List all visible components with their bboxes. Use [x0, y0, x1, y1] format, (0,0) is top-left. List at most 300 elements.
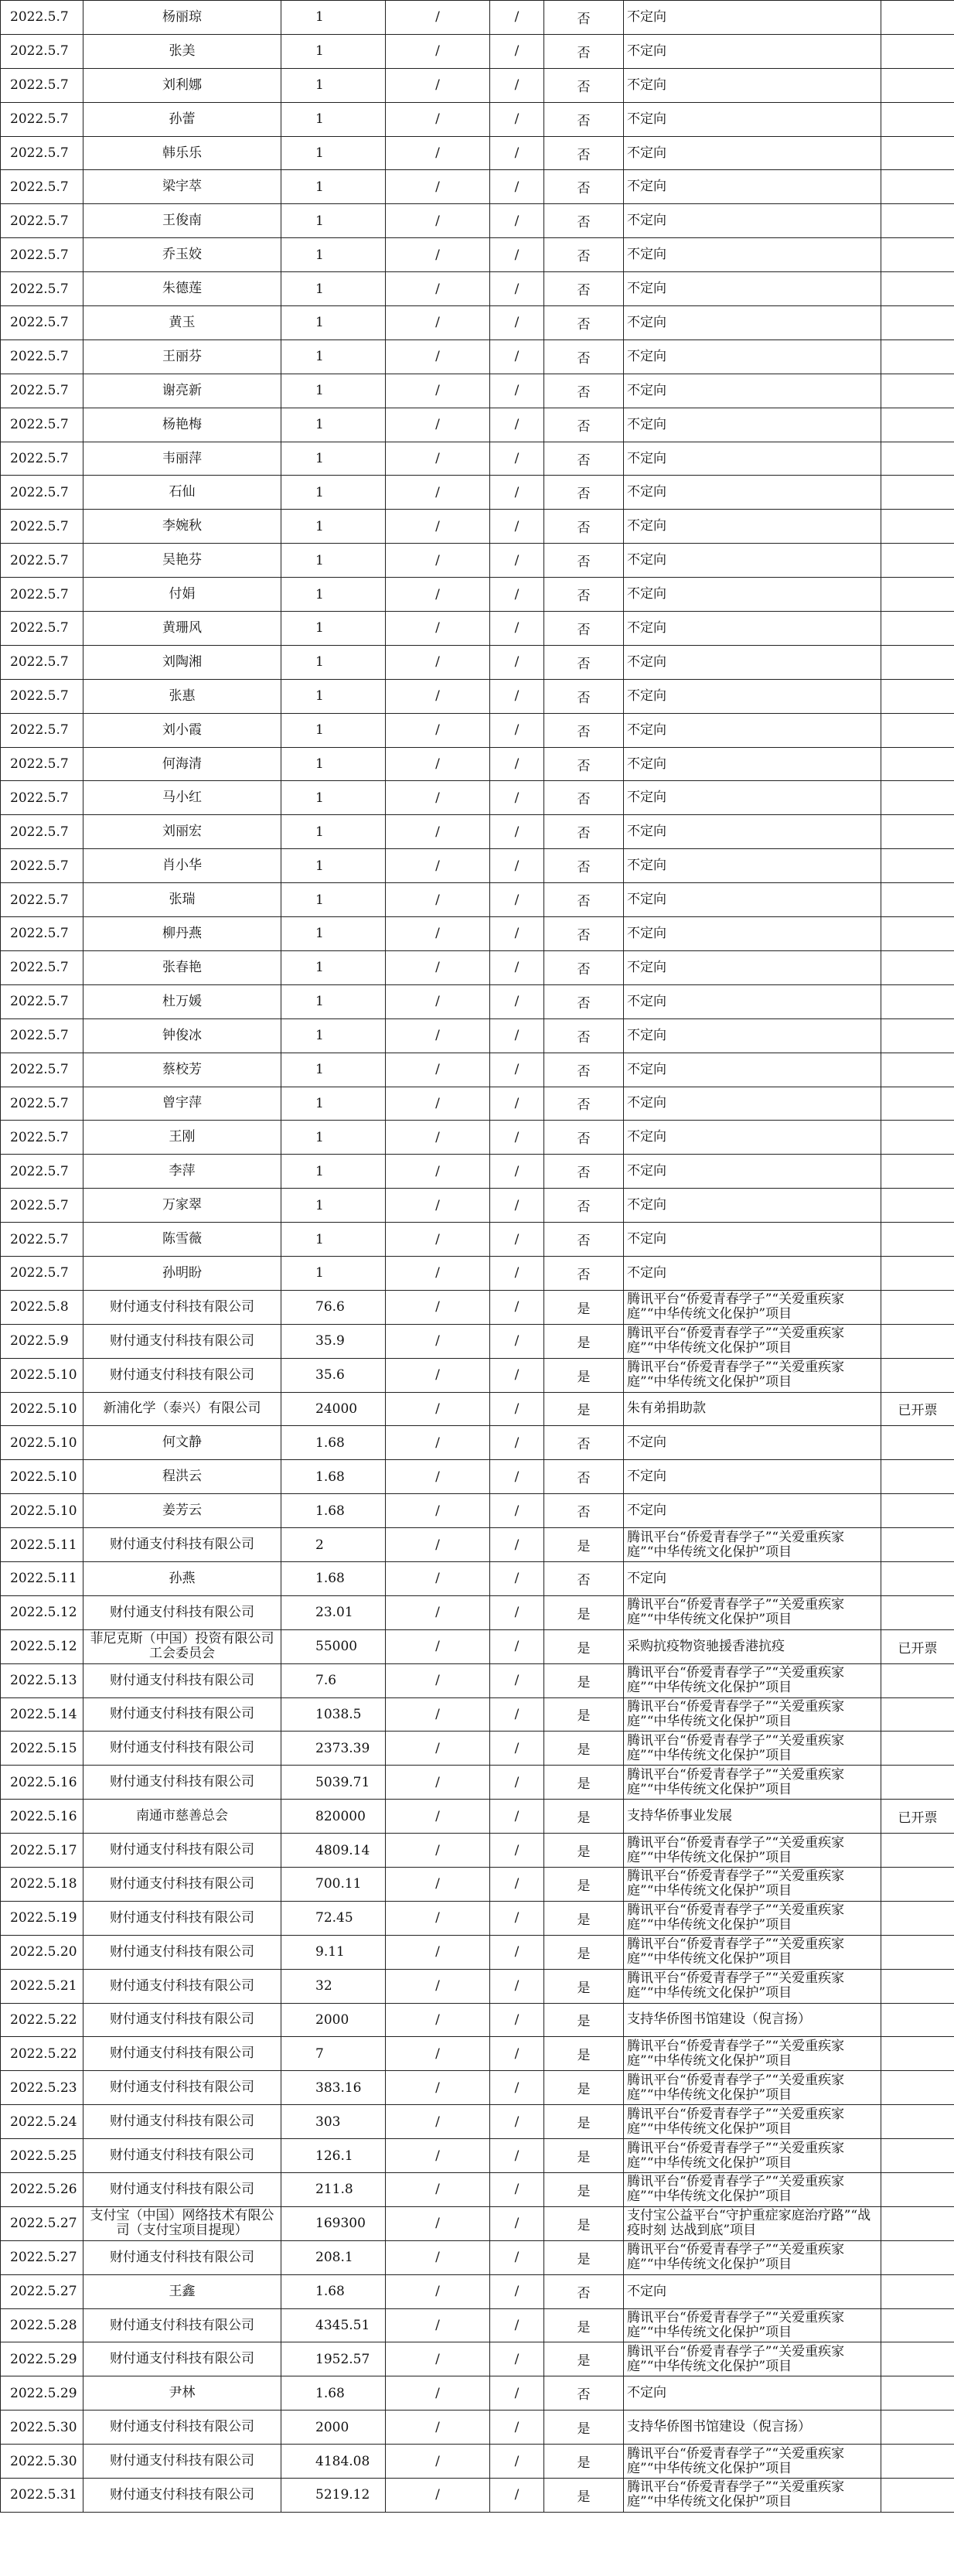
donor-name	[83, 781, 281, 815]
placeholder-cell-text: /	[435, 2487, 440, 2503]
directed-flag-text: 否	[577, 452, 591, 469]
placeholder-cell-text: /	[514, 451, 520, 467]
directed-flag-text: 是	[577, 1539, 591, 1555]
donation-date	[1, 781, 83, 815]
invoice-status	[881, 2206, 954, 2240]
donor-name	[83, 1324, 281, 1358]
placeholder-cell-text: /	[435, 349, 440, 365]
donation-date-text: 2022.5.7	[10, 1129, 69, 1145]
invoice-status	[881, 1494, 954, 1528]
placeholder-cell	[386, 950, 490, 984]
donation-purpose	[624, 1, 881, 35]
donation-date	[1, 2105, 83, 2139]
donation-purpose	[624, 272, 881, 306]
donation-amount	[281, 1969, 386, 2003]
donation-purpose	[624, 883, 881, 917]
donation-amount-text: 1	[315, 1265, 324, 1281]
donation-date-text: 2022.5.27	[10, 2284, 77, 2300]
donor-name	[83, 1800, 281, 1834]
donor-name	[83, 1155, 281, 1189]
donation-purpose	[624, 1494, 881, 1528]
placeholder-cell	[386, 102, 490, 136]
placeholder-cell	[490, 34, 544, 68]
donor-name-text: 杜万媛	[162, 993, 202, 1009]
invoice-status	[881, 442, 954, 476]
table-row	[1, 1935, 954, 1969]
donation-purpose	[624, 1663, 881, 1697]
directed-flag-text: 是	[577, 2082, 591, 2098]
donor-name-text: 财付通支付科技有限公司	[110, 2486, 254, 2503]
invoice-status	[881, 1935, 954, 1969]
donation-amount	[281, 1460, 386, 1494]
donor-name	[83, 713, 281, 747]
table-row	[1, 2206, 954, 2240]
donation-date	[1, 2139, 83, 2173]
donation-amount	[281, 1561, 386, 1595]
placeholder-cell-text: /	[435, 417, 440, 433]
table-row	[1, 2240, 954, 2274]
placeholder-cell-text: /	[514, 2011, 520, 2028]
directed-flag-text: 是	[577, 1912, 591, 1928]
donation-purpose	[624, 1629, 881, 1663]
donation-amount	[281, 645, 386, 679]
donation-purpose	[624, 238, 881, 272]
donation-date	[1, 1053, 83, 1087]
donation-date	[1, 339, 83, 374]
donor-name	[83, 510, 281, 544]
invoice-status	[881, 1121, 954, 1155]
table-row	[1, 1121, 954, 1155]
directed-flag	[544, 713, 624, 747]
directed-flag-text: 否	[577, 79, 591, 95]
placeholder-cell	[490, 2240, 544, 2274]
invoice-status	[881, 68, 954, 102]
placeholder-cell	[386, 1, 490, 35]
directed-flag-text: 是	[577, 1640, 591, 1656]
placeholder-cell	[490, 2071, 544, 2105]
placeholder-cell	[490, 1324, 544, 1358]
placeholder-cell-text: /	[514, 1197, 520, 1213]
donor-name	[83, 2206, 281, 2240]
placeholder-cell-text: /	[435, 179, 440, 195]
placeholder-cell-text: /	[514, 213, 520, 229]
placeholder-cell	[490, 1935, 544, 1969]
directed-flag-text: 否	[577, 758, 591, 774]
placeholder-cell	[490, 1697, 544, 1732]
donation-purpose-text: 不定向	[627, 416, 666, 432]
donation-purpose-text: 腾讯平台“侨爱青春学子”“关爱重疾家庭”“中华传统文化保护”项目	[627, 2174, 845, 2205]
placeholder-cell-text: /	[435, 1299, 440, 1315]
donation-purpose	[624, 1901, 881, 1935]
donation-amount	[281, 1256, 386, 1290]
placeholder-cell-text: /	[514, 1401, 520, 1417]
donation-date-text: 2022.5.7	[10, 281, 69, 297]
donor-name-text: 陈雪薇	[162, 1231, 202, 1247]
invoice-status	[881, 2479, 954, 2513]
invoice-status	[881, 306, 954, 340]
donor-name-text: 财付通支付科技有限公司	[110, 2181, 254, 2197]
directed-flag	[544, 645, 624, 679]
directed-flag	[544, 1561, 624, 1595]
directed-flag-text: 否	[577, 1572, 591, 1588]
placeholder-cell-text: /	[435, 247, 440, 263]
directed-flag-text: 否	[577, 418, 591, 435]
placeholder-cell-text: /	[514, 77, 520, 94]
directed-flag-text: 是	[577, 2319, 591, 2335]
directed-flag-text: 否	[577, 350, 591, 367]
directed-flag-text: 否	[577, 2285, 591, 2301]
donation-table-body	[1, 1, 954, 2513]
donation-date	[1, 1663, 83, 1697]
donor-name-text: 乔玉姣	[162, 247, 202, 263]
placeholder-cell	[386, 781, 490, 815]
placeholder-cell-text: /	[435, 994, 440, 1010]
table-row	[1, 1969, 954, 2003]
donation-purpose	[624, 1290, 881, 1324]
donation-purpose	[624, 2376, 881, 2411]
invoice-status	[881, 1697, 954, 1732]
placeholder-cell	[490, 306, 544, 340]
directed-flag-text: 否	[577, 215, 591, 231]
donor-name-text: 孙明盼	[162, 1264, 202, 1281]
placeholder-cell	[386, 578, 490, 612]
directed-flag	[544, 1460, 624, 1494]
invoice-status	[881, 170, 954, 204]
placeholder-cell-text: /	[435, 1197, 440, 1213]
placeholder-cell-text: /	[514, 1673, 520, 1689]
placeholder-cell	[386, 883, 490, 917]
placeholder-cell	[490, 1834, 544, 1868]
table-row	[1, 170, 954, 204]
donation-purpose	[624, 2037, 881, 2071]
donation-purpose-text: 不定向	[627, 2283, 666, 2299]
donation-amount	[281, 1766, 386, 1800]
donation-amount	[281, 272, 386, 306]
donation-amount	[281, 1053, 386, 1087]
donor-name	[83, 170, 281, 204]
donation-purpose	[624, 950, 881, 984]
placeholder-cell-text: /	[514, 9, 520, 26]
donor-name	[83, 2445, 281, 2479]
donor-name	[83, 68, 281, 102]
donation-purpose-text: 腾讯平台“侨爱青春学子”“关爱重疾家庭”“中华传统文化保护”项目	[627, 2038, 845, 2069]
table-row	[1, 849, 954, 883]
directed-flag	[544, 1766, 624, 1800]
placeholder-cell-text: /	[514, 552, 520, 568]
donation-amount-text: 2000	[315, 2011, 349, 2028]
directed-flag-text: 是	[577, 1335, 591, 1351]
donor-name-text: 财付通支付科技有限公司	[110, 2114, 254, 2130]
invoice-status	[881, 1834, 954, 1868]
table-row	[1, 1629, 954, 1663]
placeholder-cell	[490, 883, 544, 917]
directed-flag-text: 否	[577, 1437, 591, 1453]
donation-purpose	[624, 1697, 881, 1732]
donation-date-text: 2022.5.29	[10, 2385, 77, 2401]
donation-date	[1, 984, 83, 1018]
donation-purpose-text: 不定向	[627, 688, 666, 704]
placeholder-cell	[490, 68, 544, 102]
table-row	[1, 679, 954, 713]
donation-amount-text: 1	[315, 620, 324, 636]
donation-purpose	[624, 2139, 881, 2173]
donor-name-text: 财付通支付科技有限公司	[110, 1740, 254, 1756]
placeholder-cell	[386, 2003, 490, 2037]
donor-name-text: 肖小华	[162, 858, 202, 874]
placeholder-cell	[490, 238, 544, 272]
donor-name	[83, 1935, 281, 1969]
placeholder-cell	[490, 1426, 544, 1460]
donation-amount	[281, 1834, 386, 1868]
placeholder-cell	[490, 170, 544, 204]
donation-date-text: 2022.5.23	[10, 2080, 77, 2096]
donor-name	[83, 1053, 281, 1087]
donor-name-text: 姜芳云	[162, 1503, 202, 1519]
donation-date	[1, 102, 83, 136]
invoice-status	[881, 1561, 954, 1595]
placeholder-cell-text: /	[514, 1842, 520, 1858]
donation-purpose-text: 不定向	[627, 1129, 666, 1145]
donor-name	[83, 374, 281, 408]
donation-amount-text: 5219.12	[315, 2487, 370, 2503]
donation-date	[1, 1867, 83, 1901]
donation-date	[1, 238, 83, 272]
donation-purpose	[624, 1358, 881, 1392]
placeholder-cell	[386, 747, 490, 781]
table-row	[1, 442, 954, 476]
donor-name-text: 刘陶湘	[162, 653, 202, 670]
donation-date-text: 2022.5.20	[10, 1944, 77, 1960]
placeholder-cell-text: /	[514, 2045, 520, 2062]
placeholder-cell-text: /	[514, 145, 520, 161]
directed-flag	[544, 1155, 624, 1189]
donor-name-text: 刘小霞	[162, 722, 202, 738]
donor-name-text: 何文静	[162, 1435, 202, 1451]
donation-amount	[281, 510, 386, 544]
donor-name-text: 支付宝（中国）网络技术有限公司（支付宝项目提现）	[90, 2208, 274, 2239]
invoice-status	[881, 34, 954, 68]
donation-date-text: 2022.5.7	[10, 1062, 69, 1078]
placeholder-cell	[490, 1392, 544, 1426]
donation-amount-text: 1	[315, 1062, 324, 1078]
placeholder-cell-text: /	[514, 484, 520, 500]
invoice-status	[881, 917, 954, 951]
directed-flag-text: 是	[577, 2014, 591, 2030]
donation-purpose	[624, 374, 881, 408]
invoice-status	[881, 2445, 954, 2479]
donation-amount-text: 7.6	[315, 1673, 337, 1689]
placeholder-cell	[386, 1800, 490, 1834]
donor-name	[83, 1460, 281, 1494]
donation-date-text: 2022.5.7	[10, 315, 69, 331]
placeholder-cell-text: /	[514, 1299, 520, 1315]
placeholder-cell-text: /	[435, 960, 440, 976]
donation-date	[1, 2479, 83, 2513]
donor-name-text: 吴艳芬	[162, 552, 202, 568]
placeholder-cell-text: /	[514, 2148, 520, 2164]
donation-purpose-text: 腾讯平台“侨爱青春学子”“关爱重疾家庭”“中华传统文化保护”项目	[627, 2479, 845, 2510]
donation-purpose	[624, 2308, 881, 2342]
placeholder-cell	[490, 578, 544, 612]
donation-date	[1, 578, 83, 612]
invoice-status	[881, 1324, 954, 1358]
donation-amount-text: 4345.51	[315, 2318, 370, 2333]
invoice-status	[881, 950, 954, 984]
donation-date-text: 2022.5.7	[10, 145, 69, 161]
donor-name	[83, 306, 281, 340]
donation-amount-text: 1	[315, 1231, 324, 1247]
donation-date-text: 2022.5.27	[10, 2250, 77, 2266]
donation-purpose	[624, 442, 881, 476]
donation-purpose-text: 腾讯平台“侨爱青春学子”“关爱重疾家庭”“中华传统文化保护”项目	[627, 1868, 845, 1899]
donation-amount	[281, 238, 386, 272]
table-row	[1, 1494, 954, 1528]
invoice-status	[881, 476, 954, 510]
donation-amount	[281, 1494, 386, 1528]
placeholder-cell-text: /	[435, 2045, 440, 2062]
directed-flag-text: 否	[577, 656, 591, 672]
placeholder-cell	[490, 2037, 544, 2071]
donation-amount	[281, 2274, 386, 2308]
placeholder-cell	[386, 1867, 490, 1901]
directed-flag-text: 否	[577, 1199, 591, 1216]
placeholder-cell-text: /	[435, 1028, 440, 1044]
invoice-status	[881, 2308, 954, 2342]
directed-flag	[544, 136, 624, 170]
placeholder-cell	[490, 2206, 544, 2240]
donation-date	[1, 2071, 83, 2105]
donation-amount	[281, 2105, 386, 2139]
placeholder-cell	[490, 102, 544, 136]
table-row	[1, 68, 954, 102]
table-row	[1, 578, 954, 612]
placeholder-cell	[490, 1494, 544, 1528]
directed-flag-text: 是	[577, 1844, 591, 1861]
donation-purpose	[624, 1561, 881, 1595]
table-row	[1, 306, 954, 340]
placeholder-cell	[386, 1087, 490, 1121]
donation-amount-text: 303	[315, 2114, 341, 2130]
donation-amount	[281, 1223, 386, 1257]
placeholder-cell-text: /	[435, 213, 440, 229]
donation-purpose-text: 不定向	[627, 756, 666, 772]
donor-name-text: 张春艳	[162, 959, 202, 975]
placeholder-cell-text: /	[435, 1740, 440, 1756]
directed-flag	[544, 2308, 624, 2342]
donation-date	[1, 2003, 83, 2037]
donation-date	[1, 815, 83, 849]
placeholder-cell	[386, 2105, 490, 2139]
directed-flag	[544, 679, 624, 713]
donation-amount-text: 5039.71	[315, 1774, 370, 1790]
donation-amount	[281, 1358, 386, 1392]
donation-purpose-text: 不定向	[627, 1197, 666, 1213]
donation-amount-text: 72.45	[315, 1910, 353, 1926]
donation-purpose-text: 不定向	[627, 1570, 666, 1586]
directed-flag-text: 否	[577, 249, 591, 265]
donation-purpose-text: 腾讯平台“侨爱青春学子”“关爱重疾家庭”“中华传统文化保护”项目	[627, 1902, 845, 1933]
directed-flag	[544, 1800, 624, 1834]
placeholder-cell	[490, 2376, 544, 2411]
invoice-status	[881, 849, 954, 883]
placeholder-cell-text: /	[435, 654, 440, 670]
placeholder-cell	[386, 2037, 490, 2071]
directed-flag-text: 是	[577, 1878, 591, 1894]
placeholder-cell-text: /	[514, 858, 520, 874]
table-row	[1, 408, 954, 442]
donation-purpose	[624, 2071, 881, 2105]
donation-purpose	[624, 984, 881, 1018]
donation-amount-text: 9.11	[315, 1944, 345, 1960]
donor-name-text: 孙燕	[169, 1570, 196, 1586]
donation-date-text: 2022.5.7	[10, 756, 69, 773]
donation-date-text: 2022.5.7	[10, 1095, 69, 1111]
table-row	[1, 747, 954, 781]
donation-purpose	[624, 204, 881, 238]
placeholder-cell-text: /	[514, 2351, 520, 2367]
placeholder-cell	[490, 442, 544, 476]
invoice-status	[881, 272, 954, 306]
placeholder-cell	[490, 510, 544, 544]
invoice-status	[881, 2240, 954, 2274]
directed-flag	[544, 1358, 624, 1392]
directed-flag	[544, 1663, 624, 1697]
donation-date	[1, 1595, 83, 1629]
donation-amount-text: 1	[315, 179, 324, 195]
placeholder-cell	[490, 1629, 544, 1663]
table-row	[1, 1732, 954, 1766]
donor-name-text: 曾宇萍	[162, 1095, 202, 1111]
donation-date	[1, 2240, 83, 2274]
donor-name	[83, 238, 281, 272]
donor-name-text: 朱德莲	[162, 281, 202, 297]
placeholder-cell	[490, 917, 544, 951]
directed-flag	[544, 1392, 624, 1426]
directed-flag	[544, 1189, 624, 1223]
placeholder-cell-text: /	[435, 9, 440, 26]
placeholder-cell	[490, 1358, 544, 1392]
donor-name	[83, 1018, 281, 1053]
donation-purpose-text: 朱有弟捐助款	[627, 1401, 706, 1417]
donation-amount-text: 1	[315, 688, 324, 705]
directed-flag	[544, 2003, 624, 2037]
donation-date	[1, 1, 83, 35]
donation-purpose-text: 不定向	[627, 1264, 666, 1281]
invoice-status	[881, 1629, 954, 1663]
placeholder-cell-text: /	[514, 620, 520, 636]
placeholder-cell-text: /	[435, 1333, 440, 1349]
invoice-status	[881, 204, 954, 238]
placeholder-cell-text: /	[435, 1944, 440, 1960]
donation-amount	[281, 849, 386, 883]
donation-amount-text: 1	[315, 824, 324, 840]
donation-date	[1, 1189, 83, 1223]
table-row	[1, 1528, 954, 1562]
placeholder-cell-text: /	[435, 2453, 440, 2469]
placeholder-cell	[490, 2308, 544, 2342]
donor-name	[83, 442, 281, 476]
donor-name	[83, 747, 281, 781]
donation-purpose	[624, 747, 881, 781]
placeholder-cell	[386, 2479, 490, 2513]
directed-flag-text: 否	[577, 690, 591, 706]
placeholder-cell	[386, 2071, 490, 2105]
directed-flag-text: 是	[577, 2421, 591, 2438]
placeholder-cell	[386, 679, 490, 713]
table-row	[1, 1087, 954, 1121]
donation-amount-text: 211.8	[315, 2182, 353, 2198]
table-row	[1, 2479, 954, 2513]
